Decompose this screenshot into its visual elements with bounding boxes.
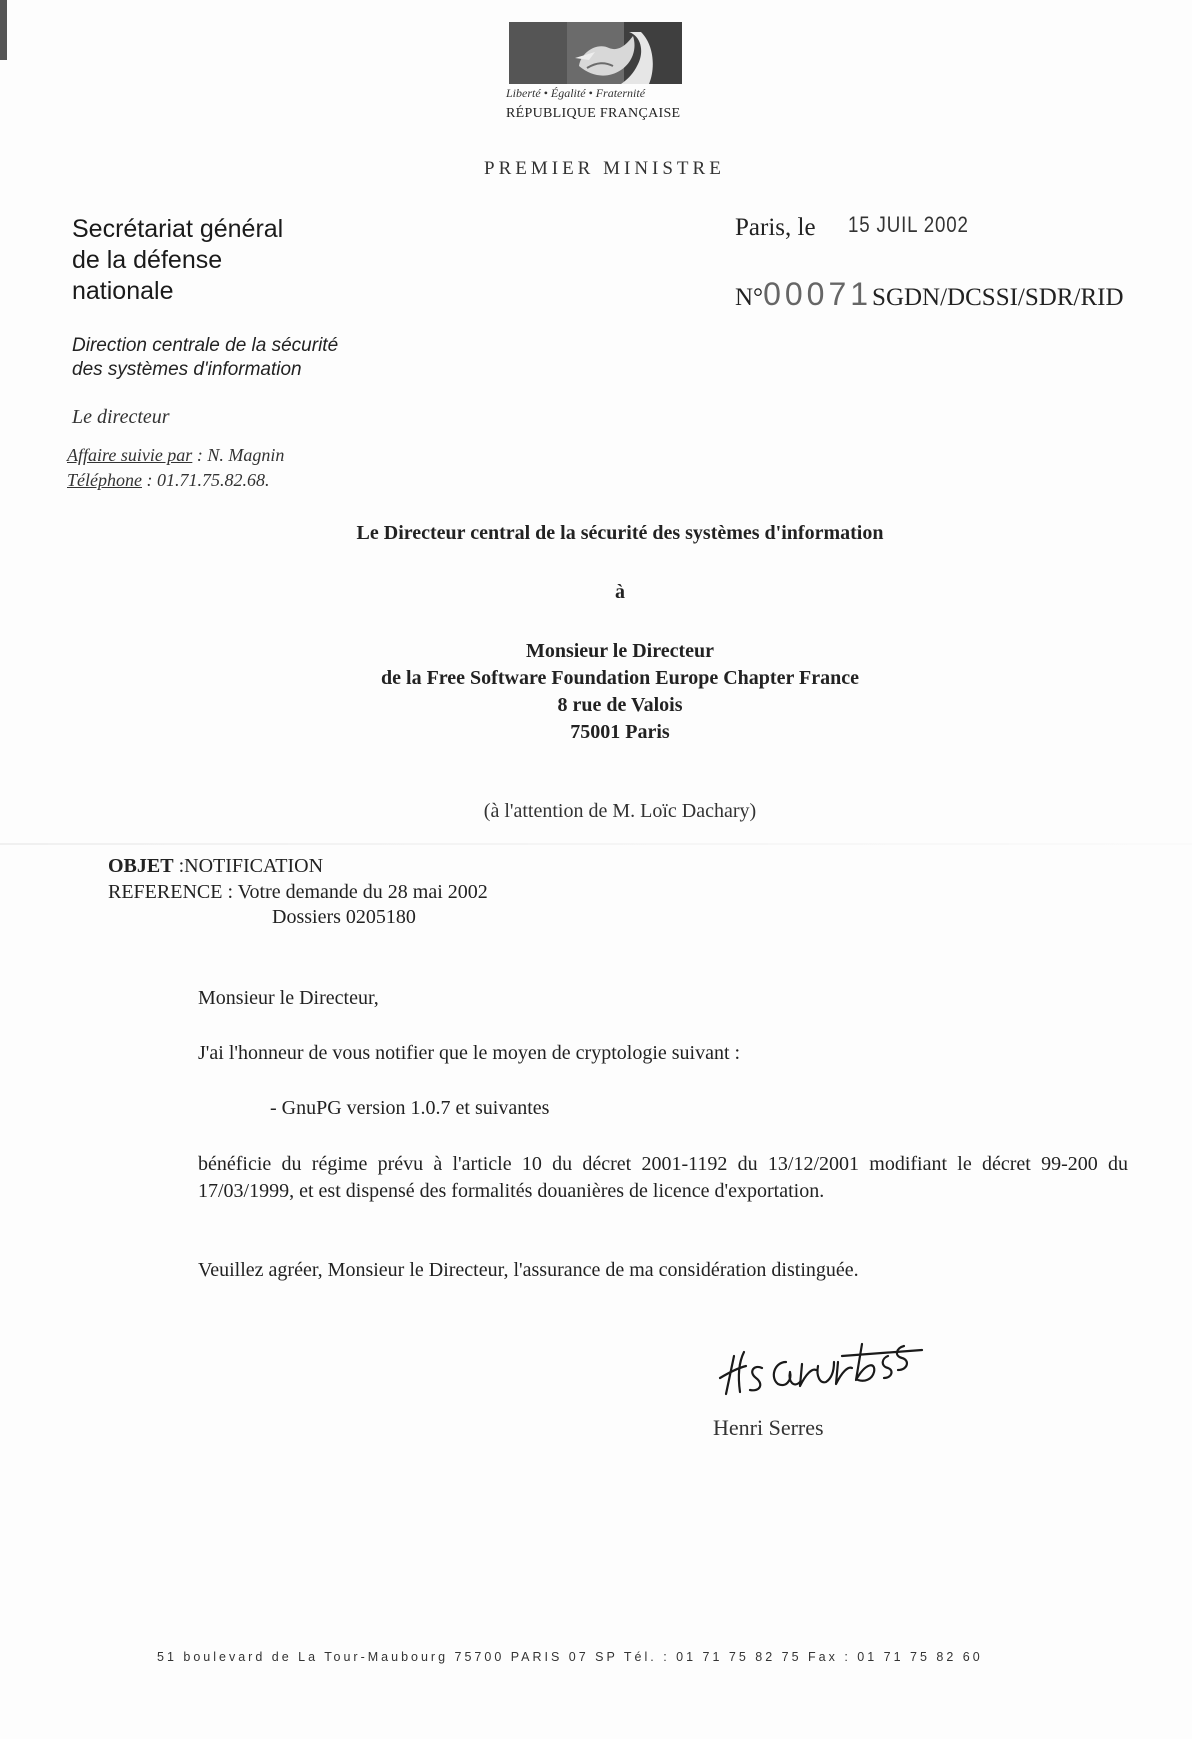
marianne-logo — [509, 22, 682, 84]
recipient-address — [230, 638, 1010, 746]
objet-label: OBJET — [108, 855, 174, 877]
sender-directorate — [72, 334, 338, 382]
closing-formula: Veuillez agréer, Monsieur le Directeur, l'assurance de ma considération distinguée. — [198, 1259, 859, 1281]
dossiers-line: Dossiers 0205180 — [272, 906, 416, 928]
decision-paragraph: bénéficie du régime prévu à l'article 10 du décret 2001-1192 du 13/12/2001 modifiant le décret 99-200 du 17/03/1999, et est dispensé des formalités douanières de licence d'exportation. — [198, 1153, 1128, 1202]
date-stamp: 15 JUIL 2002 — [848, 212, 969, 237]
phone-value: : 01.71.75.82.68. — [141, 470, 270, 490]
phone-label: Téléphone — [67, 470, 142, 490]
sender-title: Le Directeur central de la sécurité des systèmes d'information — [356, 522, 884, 544]
sender-directorate-line: des systèmes d'information — [72, 359, 302, 380]
subject-block — [108, 853, 488, 905]
sender-organization — [72, 214, 283, 307]
ministry-title: PREMIER MINISTRE — [484, 158, 725, 179]
recipient-line: 8 rue de Valois — [557, 694, 683, 716]
objet-line — [108, 853, 488, 879]
contact-value: : N. Magnin — [192, 445, 285, 465]
footer-address: 51 boulevard de La Tour-Maubourg 75700 PARIS 07 SP Tél. : 01 71 75 82 75 Fax : 01 71 75 82 60 — [157, 1650, 983, 1664]
intro-paragraph: J'ai l'honneur de vous notifier que le moyen de cryptologie suivant : — [198, 1042, 741, 1064]
sender-organization-line: Secrétariat général — [72, 215, 284, 243]
reference-number — [735, 276, 1124, 313]
software-item: - GnuPG version 1.0.7 et suivantes — [270, 1097, 550, 1119]
sender-organization-line: nationale — [72, 277, 174, 305]
scan-edge — [0, 0, 7, 60]
phone-line — [67, 468, 284, 493]
recipient-line: 75001 Paris — [570, 721, 670, 743]
sender-role: Le directeur — [72, 406, 170, 428]
attention-line: (à l'attention de M. Loïc Dachary) — [483, 800, 757, 822]
reference-suffix: SGDN/DCSSI/SDR/RID — [872, 284, 1124, 311]
paper-fold — [0, 843, 1192, 845]
handwritten-signature — [716, 1322, 926, 1407]
contact-line — [67, 443, 284, 468]
republic-motto: Liberté • Égalité • Fraternité — [506, 86, 646, 100]
republic-name: RÉPUBLIQUE FRANÇAISE — [506, 106, 681, 121]
contact-details — [67, 443, 284, 493]
reference-prefix: N° — [735, 284, 764, 311]
salutation: Monsieur le Directeur, — [198, 987, 379, 1009]
reference-line: REFERENCE : Votre demande du 28 mai 2002 — [108, 881, 488, 903]
to-word: à — [615, 581, 625, 603]
recipient-line: Monsieur le Directeur — [525, 640, 715, 662]
sender-organization-line: de la défense — [72, 246, 223, 274]
signatory-name: Henri Serres — [713, 1415, 824, 1440]
sender-directorate-line: Direction centrale de la sécurité — [72, 335, 339, 356]
recipient-line: de la Free Software Foundation Europe Chapter France — [381, 667, 859, 689]
dateline-place: Paris, le — [735, 214, 816, 241]
objet-value: :NOTIFICATION — [173, 855, 324, 877]
contact-label: Affaire suivie par — [67, 445, 193, 465]
reference-stamped-number: 00071 — [763, 276, 873, 312]
